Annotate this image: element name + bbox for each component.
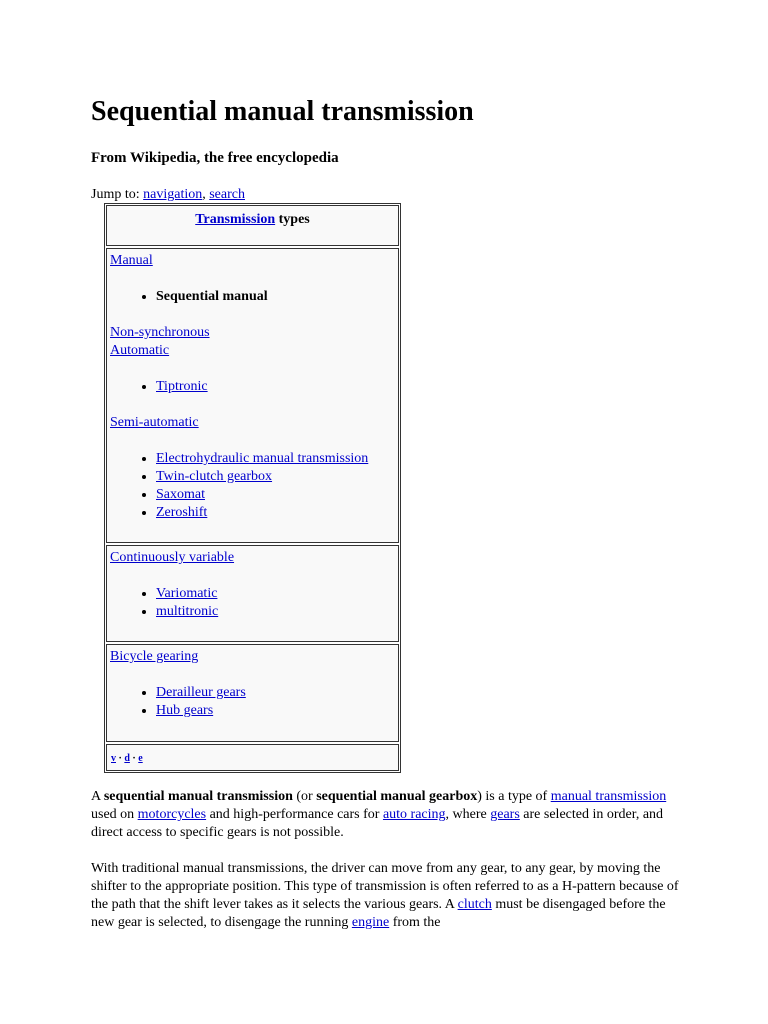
- list-item-twin-clutch: [156, 468, 395, 486]
- intro-text-g: , where: [445, 807, 491, 822]
- group-link-automatic[interactable]: Automatic: [110, 343, 170, 358]
- group-link-non-synchronous[interactable]: Non-synchronous: [110, 325, 210, 340]
- link-variomatic[interactable]: Variomatic: [156, 586, 218, 601]
- group-link-bicycle-gearing[interactable]: Bicycle gearing: [110, 649, 199, 664]
- link-derailleur[interactable]: Derailleur gears: [156, 685, 246, 700]
- intro-text-f: and high-performance cars for: [206, 807, 383, 822]
- vde-view-link[interactable]: v: [111, 753, 116, 764]
- trad-text-c: from the: [389, 915, 441, 930]
- paragraph-traditional: [91, 860, 681, 932]
- intro-text-h: are selected in order, and direct access to specific gears is not possible.: [91, 807, 664, 840]
- link-gears[interactable]: gears: [490, 807, 520, 822]
- page-subtitle: From Wikipedia, the free encyclopedia: [91, 150, 339, 166]
- list-item-derailleur: [156, 684, 395, 702]
- link-twin-clutch[interactable]: Twin-clutch gearbox: [156, 469, 273, 484]
- navbox-group-cvt: [106, 545, 399, 642]
- paragraph-intro: [91, 788, 681, 842]
- group-link-manual[interactable]: Manual: [110, 253, 153, 268]
- jump-to-label: Jump to:: [91, 187, 140, 202]
- intro-text-a: A: [91, 789, 104, 804]
- vde-edit-link[interactable]: e: [138, 753, 143, 764]
- list-item-electrohydraulic: [156, 450, 395, 468]
- link-hub-gears[interactable]: Hub gears: [156, 703, 214, 718]
- automatic-list: [110, 378, 395, 396]
- navbox-group-bicycle: [106, 644, 399, 742]
- vde-discuss-link[interactable]: d: [124, 753, 130, 764]
- vde-sep-2: ·: [129, 753, 139, 764]
- list-item-variomatic: [156, 585, 395, 603]
- link-multitronic[interactable]: multitronic: [156, 604, 219, 619]
- list-item-hub-gears: [156, 702, 395, 720]
- link-motorcycles[interactable]: motorcycles: [137, 807, 207, 822]
- navbox-title-link[interactable]: Transmission: [195, 212, 276, 227]
- intro-text-c: (or: [292, 789, 317, 804]
- trad-text-a: With traditional manual transmissions, the driver can move from any gear, to any gear, by moving the shifter to the appropriate position. This type of transmission is often referred to as a H-pattern because of the path that the shift lever takes as it selects the various gears. A: [91, 861, 679, 912]
- manual-list: [110, 288, 395, 306]
- list-item-zeroshift: [156, 504, 395, 522]
- list-item-multitronic: [156, 603, 395, 621]
- jump-search-link[interactable]: search: [209, 187, 245, 202]
- intro-bold-2: sequential manual gearbox: [316, 789, 478, 804]
- list-item-saxomat: [156, 486, 395, 504]
- link-engine[interactable]: engine: [351, 915, 390, 930]
- group-link-semi-automatic[interactable]: Semi-automatic: [110, 415, 199, 430]
- semi-automatic-list: [110, 450, 395, 522]
- trad-text-b: must be disengaged before the new gear is selected, to disengage the running: [91, 897, 666, 930]
- intro-text-d: ) is a type of: [477, 789, 551, 804]
- jump-to: [91, 186, 245, 204]
- jump-navigation-link[interactable]: navigation: [143, 187, 203, 202]
- navbox-vde: [106, 744, 399, 771]
- link-manual-transmission[interactable]: manual transmission: [550, 789, 667, 804]
- link-clutch[interactable]: clutch: [457, 897, 492, 912]
- navbox-title: [106, 205, 399, 246]
- list-item-tiptronic: [156, 378, 395, 396]
- page-title: Sequential manual transmission: [91, 96, 474, 127]
- navbox-title-text: types: [275, 212, 310, 227]
- link-zeroshift[interactable]: Zeroshift: [156, 505, 208, 520]
- link-auto-racing[interactable]: auto racing: [382, 807, 446, 822]
- navbox-group-manual: [106, 248, 399, 543]
- link-electrohydraulic[interactable]: Electrohydraulic manual transmission: [156, 451, 369, 466]
- transmission-navbox: [104, 203, 401, 773]
- vde-sep-1: ·: [116, 753, 125, 764]
- link-saxomat[interactable]: Saxomat: [156, 487, 205, 502]
- link-tiptronic[interactable]: Tiptronic: [156, 379, 208, 394]
- list-item-sequential-manual: • Sequential manual: [156, 288, 395, 306]
- intro-bold-1: sequential manual transmission: [103, 789, 293, 804]
- jump-separator: ,: [202, 187, 210, 202]
- group-link-continuously-variable[interactable]: Continuously variable: [110, 550, 235, 565]
- intro-text-e: used on: [91, 807, 138, 822]
- bicycle-list: [110, 684, 395, 720]
- cvt-list: [110, 585, 395, 621]
